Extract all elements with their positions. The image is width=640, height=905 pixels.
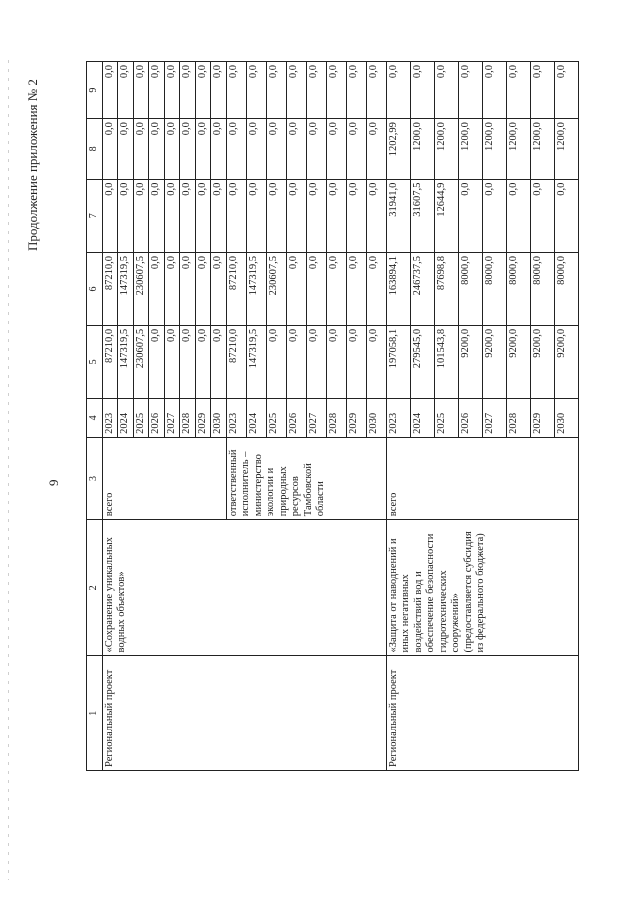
column-number-row — [87, 62, 103, 771]
value-cell: 0,0 — [346, 253, 366, 326]
value-cell: 8000,0 — [458, 253, 482, 326]
year-cell: 2029 — [195, 398, 211, 437]
value-cell: 0,0 — [286, 179, 306, 252]
value-cell: 0,0 — [195, 179, 211, 252]
value-cell: 0,0 — [506, 62, 530, 119]
value-cell: 0,0 — [164, 325, 180, 398]
value-cell: 1200,0 — [410, 119, 434, 179]
value-cell: 87210,0 — [226, 253, 246, 326]
value-cell: 147319,5 — [118, 325, 134, 398]
year-cell: 2027 — [482, 398, 506, 437]
value-cell: 0,0 — [366, 325, 386, 398]
value-cell: 0,0 — [211, 325, 227, 398]
col-header-1: 1 — [87, 656, 103, 771]
value-cell: 0,0 — [133, 119, 149, 179]
year-cell: 2026 — [458, 398, 482, 437]
value-cell: 1200,0 — [458, 119, 482, 179]
value-cell: 1202,99 — [386, 119, 410, 179]
value-cell: 0,0 — [211, 119, 227, 179]
value-cell: 0,0 — [102, 119, 118, 179]
value-cell: 0,0 — [266, 179, 286, 252]
value-cell: 0,0 — [149, 253, 165, 326]
value-cell: 8000,0 — [554, 253, 578, 326]
value-cell: 0,0 — [530, 62, 554, 119]
value-cell: 0,0 — [226, 179, 246, 252]
col-header-5: 5 — [87, 325, 103, 398]
value-cell: 0,0 — [286, 253, 306, 326]
value-cell: 0,0 — [102, 62, 118, 119]
value-cell: 9200,0 — [458, 325, 482, 398]
value-cell: 0,0 — [149, 325, 165, 398]
value-cell: 0,0 — [226, 119, 246, 179]
value-cell: 87698,8 — [434, 253, 458, 326]
value-cell: 0,0 — [118, 119, 134, 179]
value-cell: 0,0 — [246, 62, 266, 119]
year-cell: 2029 — [346, 398, 366, 437]
value-cell: 0,0 — [366, 119, 386, 179]
project-name-cell: «Защита от наводнений и иных негативных воздействий вод и обеспечение безопасности гидротехнических сооружений» (предоставляется субсидия из федерального бюджета) — [386, 520, 578, 656]
year-cell: 2025 — [266, 398, 286, 437]
year-cell: 2025 — [434, 398, 458, 437]
value-cell: 246737,5 — [410, 253, 434, 326]
value-cell: 230607,5 — [133, 253, 149, 326]
value-cell: 0,0 — [286, 325, 306, 398]
value-cell: 0,0 — [102, 179, 118, 252]
year-cell: 2028 — [180, 398, 196, 437]
year-cell: 2023 — [102, 398, 118, 437]
value-cell: 0,0 — [530, 179, 554, 252]
funding-source-cell: всего — [102, 437, 226, 519]
project-name-cell: «Сохранение уникальных водных объектов» — [102, 520, 386, 656]
value-cell: 0,0 — [306, 325, 326, 398]
value-cell: 0,0 — [346, 62, 366, 119]
col-header-7: 7 — [87, 179, 103, 252]
value-cell: 0,0 — [286, 62, 306, 119]
value-cell: 0,0 — [266, 325, 286, 398]
col-header-6: 6 — [87, 253, 103, 326]
year-cell: 2023 — [226, 398, 246, 437]
project-type-cell: Региональный проект — [386, 656, 578, 771]
year-cell: 2030 — [554, 398, 578, 437]
value-cell: 0,0 — [133, 62, 149, 119]
value-cell: 230607,5 — [133, 325, 149, 398]
value-cell: 197058,1 — [386, 325, 410, 398]
value-cell: 0,0 — [366, 62, 386, 119]
value-cell: 0,0 — [118, 179, 134, 252]
value-cell: 0,0 — [118, 62, 134, 119]
value-cell: 0,0 — [326, 119, 346, 179]
year-cell: 2030 — [211, 398, 227, 437]
year-cell: 2030 — [366, 398, 386, 437]
value-cell: 0,0 — [211, 253, 227, 326]
value-cell: 0,0 — [346, 179, 366, 252]
col-header-2: 2 — [87, 520, 103, 656]
value-cell: 0,0 — [195, 325, 211, 398]
col-header-4: 4 — [87, 398, 103, 437]
value-cell: 0,0 — [149, 119, 165, 179]
value-cell: 0,0 — [506, 179, 530, 252]
value-cell: 0,0 — [164, 119, 180, 179]
col-header-3: 3 — [87, 437, 103, 519]
value-cell: 0,0 — [346, 325, 366, 398]
value-cell: 0,0 — [195, 253, 211, 326]
col-header-8: 8 — [87, 119, 103, 179]
value-cell: 0,0 — [180, 119, 196, 179]
year-cell: 2023 — [386, 398, 410, 437]
year-cell: 2027 — [164, 398, 180, 437]
value-cell: 0,0 — [149, 62, 165, 119]
value-cell: 0,0 — [386, 62, 410, 119]
year-cell: 2024 — [410, 398, 434, 437]
value-cell: 0,0 — [180, 325, 196, 398]
value-cell: 12644,9 — [434, 179, 458, 252]
value-cell: 87210,0 — [226, 325, 246, 398]
page-number: 9 — [46, 479, 61, 486]
value-cell: 0,0 — [180, 62, 196, 119]
value-cell: 0,0 — [482, 179, 506, 252]
value-cell: 0,0 — [554, 179, 578, 252]
value-cell: 0,0 — [149, 179, 165, 252]
budget-table — [86, 61, 579, 771]
value-cell: 0,0 — [211, 62, 227, 119]
value-cell: 0,0 — [133, 179, 149, 252]
value-cell: 279545,0 — [410, 325, 434, 398]
value-cell: 9200,0 — [482, 325, 506, 398]
value-cell: 31941,0 — [386, 179, 410, 252]
value-cell: 1200,0 — [554, 119, 578, 179]
value-cell: 0,0 — [195, 119, 211, 179]
value-cell: 0,0 — [211, 179, 227, 252]
value-cell: 0,0 — [266, 62, 286, 119]
value-cell: 230607,5 — [266, 253, 286, 326]
value-cell: 1200,0 — [482, 119, 506, 179]
value-cell: 147319,5 — [246, 253, 266, 326]
value-cell: 163894,1 — [386, 253, 410, 326]
rotated-content — [0, 61, 567, 851]
value-cell: 0,0 — [482, 62, 506, 119]
year-cell: 2026 — [149, 398, 165, 437]
value-cell: 8000,0 — [506, 253, 530, 326]
value-cell: 147319,5 — [118, 253, 134, 326]
value-cell: 0,0 — [326, 62, 346, 119]
value-cell: 9200,0 — [530, 325, 554, 398]
value-cell: 0,0 — [164, 62, 180, 119]
value-cell: 87210,0 — [102, 253, 118, 326]
value-cell: 9200,0 — [554, 325, 578, 398]
year-cell: 2024 — [246, 398, 266, 437]
funding-source-cell: ответственный исполнитель – министерство экологии и природных ресурсов Тамбовской области — [226, 437, 386, 519]
funding-source-cell: всего — [386, 437, 578, 519]
value-cell: 1200,0 — [530, 119, 554, 179]
value-cell: 0,0 — [266, 119, 286, 179]
value-cell: 31607,5 — [410, 179, 434, 252]
value-cell: 0,0 — [180, 179, 196, 252]
continuation-caption: Продолжение приложения № 2 — [25, 79, 40, 251]
year-cell: 2028 — [326, 398, 346, 437]
value-cell: 1200,0 — [506, 119, 530, 179]
year-cell: 2024 — [118, 398, 134, 437]
value-cell: 101543,8 — [434, 325, 458, 398]
value-cell: 1200,0 — [434, 119, 458, 179]
value-cell: 9200,0 — [506, 325, 530, 398]
value-cell: 0,0 — [326, 325, 346, 398]
value-cell: 0,0 — [326, 253, 346, 326]
value-cell: 147319,5 — [246, 325, 266, 398]
value-cell: 8000,0 — [482, 253, 506, 326]
value-cell: 0,0 — [366, 179, 386, 252]
value-cell: 0,0 — [246, 119, 266, 179]
value-cell: 0,0 — [306, 179, 326, 252]
year-cell: 2027 — [306, 398, 326, 437]
value-cell: 0,0 — [366, 253, 386, 326]
value-cell: 0,0 — [195, 62, 211, 119]
year-cell: 2026 — [286, 398, 306, 437]
value-cell: 0,0 — [346, 119, 366, 179]
value-cell: 0,0 — [434, 62, 458, 119]
value-cell: 87210,0 — [102, 325, 118, 398]
year-cell: 2025 — [133, 398, 149, 437]
year-cell: 2029 — [530, 398, 554, 437]
value-cell: 0,0 — [226, 62, 246, 119]
value-cell: 0,0 — [246, 179, 266, 252]
col-header-9: 9 — [87, 62, 103, 119]
value-cell: 0,0 — [458, 62, 482, 119]
value-cell: 0,0 — [306, 253, 326, 326]
project-type-cell: Региональный проект — [102, 656, 386, 771]
value-cell: 0,0 — [554, 62, 578, 119]
year-cell: 2028 — [506, 398, 530, 437]
value-cell: 0,0 — [164, 253, 180, 326]
value-cell: 0,0 — [326, 179, 346, 252]
value-cell: 8000,0 — [530, 253, 554, 326]
value-cell: 0,0 — [180, 253, 196, 326]
value-cell: 0,0 — [306, 119, 326, 179]
value-cell: 0,0 — [306, 62, 326, 119]
value-cell: 0,0 — [164, 179, 180, 252]
table-row — [386, 62, 410, 771]
value-cell: 0,0 — [458, 179, 482, 252]
value-cell: 0,0 — [286, 119, 306, 179]
table-row — [102, 62, 118, 771]
value-cell: 0,0 — [410, 62, 434, 119]
